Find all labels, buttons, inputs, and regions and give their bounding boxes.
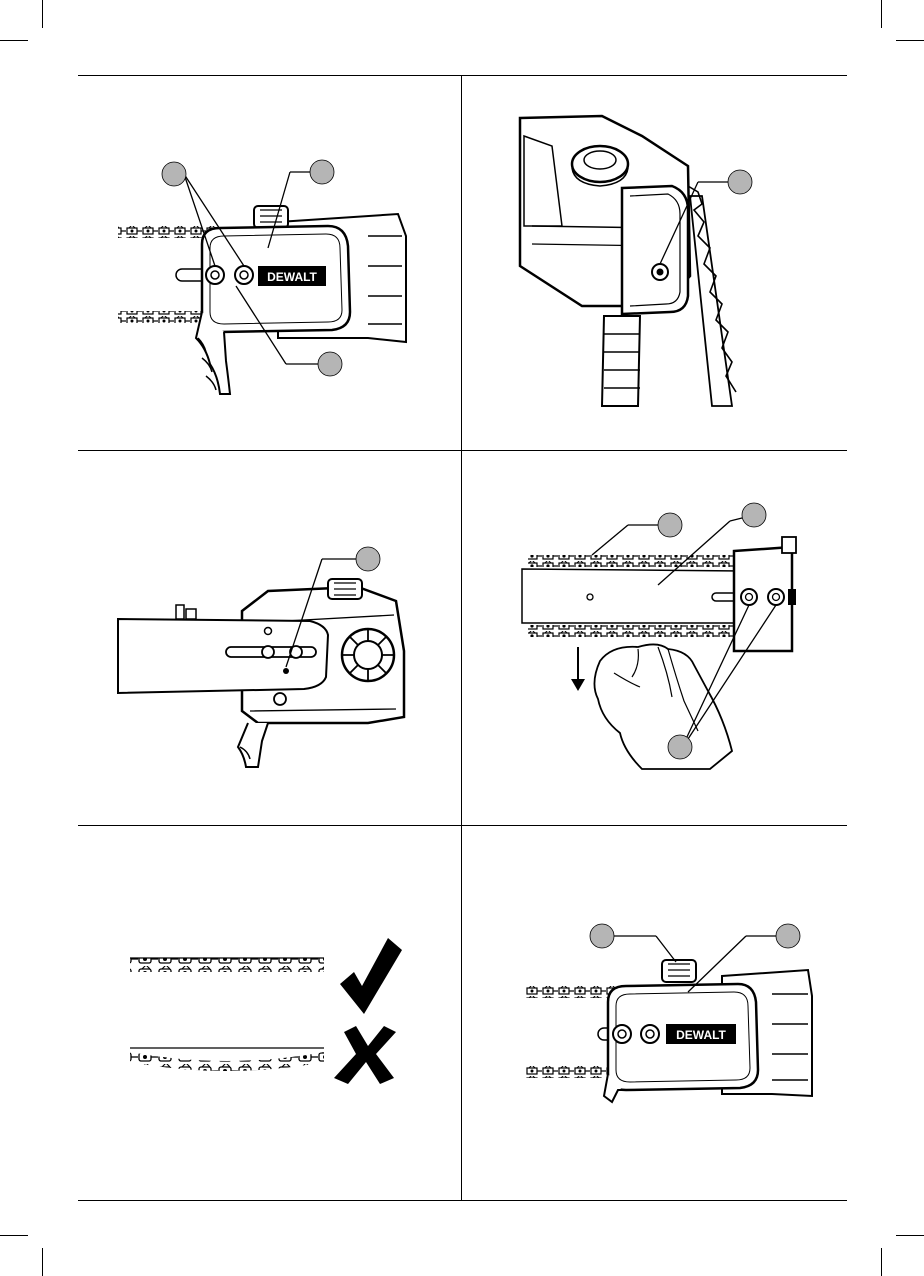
- saw-tension-figure: [462, 826, 847, 1200]
- crop-mark-bottom-left-h: [0, 1235, 28, 1236]
- figure-panel-c: [78, 451, 461, 825]
- chain-installation-figure: [462, 451, 847, 825]
- saw-side-view-figure: [78, 76, 461, 450]
- grid-line-bottom: [78, 1200, 847, 1201]
- crop-mark-bottom-right-v: [881, 1248, 882, 1276]
- crop-mark-top-left-h: [0, 40, 28, 41]
- callout-bolts: [162, 162, 186, 186]
- callout-cover-edge: [318, 352, 342, 376]
- figure-panel-b: [462, 76, 847, 450]
- callout-tension-knob: [590, 924, 614, 948]
- callout-nuts: [668, 735, 692, 759]
- cross-icon: [334, 1026, 396, 1084]
- crop-mark-top-right-h: [896, 40, 924, 41]
- crop-mark-top-right-v: [881, 0, 882, 28]
- svg-text:DEWALT: DEWALT: [676, 1028, 726, 1042]
- bar-sprocket-figure: [78, 451, 461, 825]
- crop-mark-top-left-v: [42, 0, 43, 28]
- crop-mark-bottom-right-h: [896, 1235, 924, 1236]
- chain-correct: [130, 958, 324, 972]
- figure-panel-a: [78, 76, 461, 450]
- chain-incorrect: [130, 1052, 324, 1071]
- dewalt-logo-partial: [788, 589, 796, 605]
- callout-chain: [658, 513, 682, 537]
- callout-side-cover-f: [776, 924, 800, 948]
- callout-bar-pin: [356, 547, 380, 571]
- callout-guide-bar: [742, 503, 766, 527]
- figure-panel-d: [462, 451, 847, 825]
- down-arrow-icon: [571, 679, 585, 691]
- callout-cover-bolt: [728, 170, 752, 194]
- crop-mark-bottom-left-v: [42, 1248, 43, 1276]
- saw-top-view-figure: [462, 76, 847, 450]
- checkmark-icon: [340, 938, 402, 1014]
- figure-panel-f: [462, 826, 847, 1200]
- callout-side-cover: [310, 160, 334, 184]
- figure-panel-e: [78, 826, 461, 1200]
- svg-text:DEWALT: DEWALT: [267, 270, 317, 284]
- chain-tension-figure: [78, 826, 461, 1200]
